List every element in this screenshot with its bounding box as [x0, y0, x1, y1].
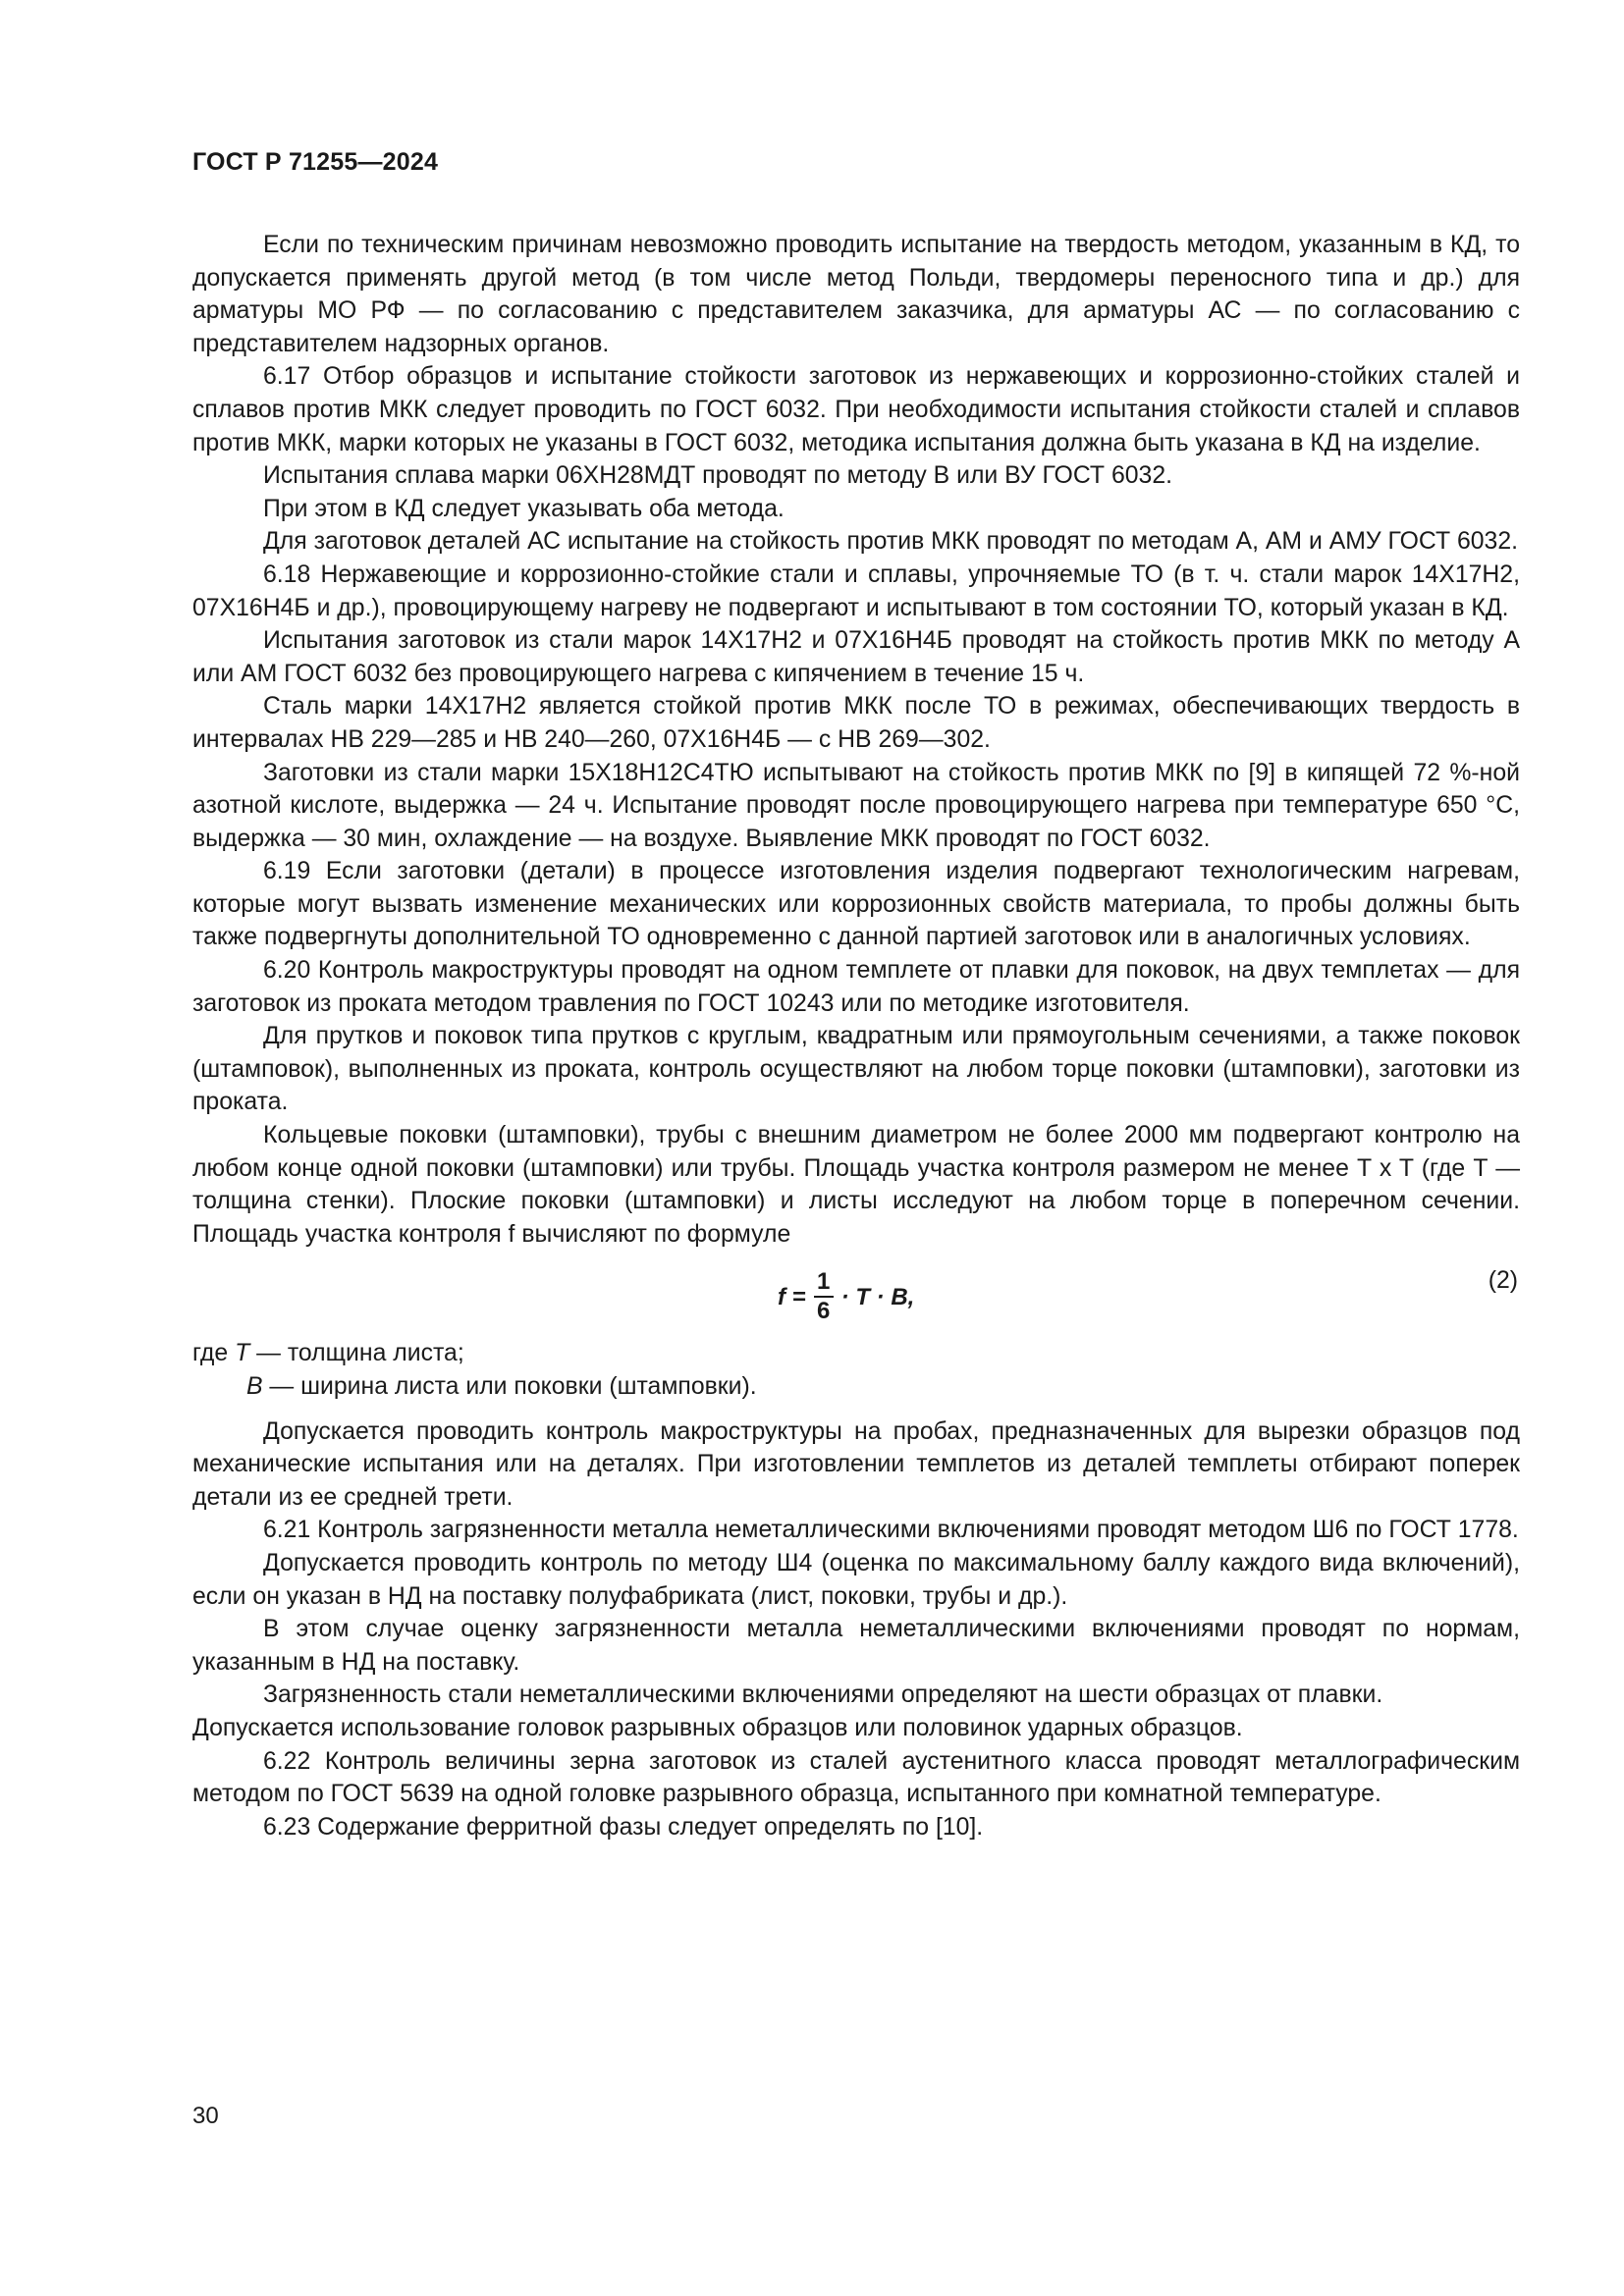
document-body: [192, 229, 1520, 1843]
formula-2: [192, 1262, 1520, 1335]
where-list: [192, 1337, 1520, 1403]
where-description: — толщина листа;: [249, 1340, 464, 1367]
paragraph: Если по техническим причинам невозможно проводить испытание на твердость методом, указанным в КД, то допускается применять другой метод (в том числе метод Польди, твердомеры переносного типа и др.) для арматуры МО РФ — по согласованию с представителем заказчика, для арматуры АС — по согласованию с представителем надзорных органов.: [192, 232, 1520, 357]
formula-fraction: [814, 1268, 834, 1325]
where-item: [192, 1370, 1520, 1404]
paragraph-6-22: 6.22 Контроль величины зерна заготовок из сталей аустенитного класса проводят металлографическим методом по ГОСТ 5639 на одной головке разрывного образца, испытанного при комнатной температуре.: [192, 1747, 1520, 1808]
where-symbol: T: [235, 1340, 250, 1367]
where-symbol: B: [246, 1373, 263, 1400]
page-number: 30: [192, 2103, 219, 2129]
formula-lhs: f =: [778, 1283, 806, 1310]
paragraph: Заготовки из стали марки 15Х18Н12С4ТЮ испытывают на стойкость против МКК по [9] в кипящей 72 %-ной азотной кислоте, выдержка — 24 ч. Испытание проводят после провоцирующего нагрева при температуре 650 °С, выдержка — 30 мин, охлаждение — на воздухе. Выявление МКК проводят по ГОСТ 6032.: [192, 759, 1520, 852]
paragraph-6-20: 6.20 Контроль макроструктуры проводят на одном темплете от плавки для поковок, на двух темплетах — для заготовок из проката методом травления по ГОСТ 10243 или по методике изготовителя.: [192, 957, 1520, 1017]
fraction-denominator: 6: [817, 1298, 831, 1325]
document-header: ГОСТ Р 71255—2024: [192, 148, 439, 176]
paragraph-6-18: 6.18 Нержавеющие и коррозионно-стойкие стали и сплавы, упрочняемые ТО (в т. ч. стали марок 14Х17Н2, 07Х16Н4Б и др.), провоцирующему нагреву не подвергают и испытывают в том состоянии ТО, который указан в КД.: [192, 561, 1520, 621]
paragraph: При этом в КД следует указывать оба метода.: [263, 495, 785, 522]
paragraph: Допускается проводить контроль по методу Ш4 (оценка по максимальному баллу каждого вида включений), если он указан в НД на поставку полуфабриката (лист, поковки, трубы и др.).: [192, 1549, 1520, 1610]
formula-expression: [778, 1268, 914, 1325]
paragraph: В этом случае оценку загрязненности металла неметаллическими включениями проводят по нормам, указанным в НД на поставку.: [192, 1616, 1520, 1676]
paragraph: Допускается проводить контроль макроструктуры на пробах, предназначенных для вырезки образцов под механические испытания или на деталях. При изготовлении темплетов из деталей темплеты отбирают поперек детали из ее средней трети.: [192, 1417, 1520, 1511]
paragraph-6-21: 6.21 Контроль загрязненности металла неметаллическими включениями проводят методом Ш6 по ГОСТ 1778.: [263, 1517, 1519, 1544]
where-description: — ширина листа или поковки (штамповки).: [262, 1373, 757, 1400]
paragraph: Для заготовок деталей АС испытание на стойкость против МКК проводят по методам А, АМ и АМУ ГОСТ 6032.: [263, 528, 1519, 556]
paragraph: Испытания заготовок из стали марок 14Х17Н2 и 07Х16Н4Б проводят на стойкость против МКК по методу А или АМ ГОСТ 6032 без провоцирующего нагрева с кипячением в течение 15 ч.: [192, 627, 1520, 687]
paragraph: Загрязненность стали неметаллическими включениями определяют на шести образцах от плавки.: [263, 1682, 1383, 1709]
paragraph: Испытания сплава марки 06ХН28МДТ проводят по методу В или ВУ ГОСТ 6032.: [263, 462, 1173, 490]
paragraph: Кольцевые поковки (штамповки), трубы с внешним диаметром не более 2000 мм подвергают контролю на любом конце одной поковки (штамповки) или трубы. Площадь участка контроля размером не менее T x T (где T — толщина стенки). Плоские поковки (штамповки) и листы исследуют на любом торце в поперечном сечении. Площадь участка контроля f вычисляют по формуле: [192, 1122, 1520, 1248]
where-label: где: [192, 1340, 229, 1367]
formula-number: (2): [1488, 1267, 1518, 1295]
paragraph: Допускается использование головок разрывных образцов или половинок ударных образцов.: [192, 1714, 1243, 1741]
formula-rhs: · T · B,: [840, 1283, 915, 1310]
paragraph: Сталь марки 14Х17Н2 является стойкой против МКК после ТО в режимах, обеспечивающих твердость в интервалах НВ 229—285 и НВ 240—260, 07Х16Н4Б — с НВ 269—302.: [192, 693, 1520, 753]
paragraph-6-17: 6.17 Отбор образцов и испытание стойкости заготовок из нержавеющих и коррозионно-стойких сталей и сплавов против МКК следует проводить по ГОСТ 6032. При необходимости испытания стойкости сталей и сплавов против МКК, марки которых не указаны в ГОСТ 6032, методика испытания должна быть указана в КД на изделие.: [192, 363, 1520, 456]
where-item: [192, 1337, 1520, 1370]
paragraph-6-19: 6.19 Если заготовки (детали) в процессе изготовления изделия подвергают технологическим нагревам, которые могут вызвать изменение механических или коррозионных свойств материала, то пробы должны быть также подвергнуты дополнительной ТО одновременно с данной партией заготовок или в аналогичных условиях.: [192, 858, 1520, 951]
fraction-numerator: 1: [817, 1268, 831, 1296]
paragraph: Для прутков и поковок типа прутков с круглым, квадратным или прямоугольным сечениями, а также поковок (штамповок), выполненных из проката, контроль осуществляют на любом торце поковки (штамповки), заготовки из проката.: [192, 1023, 1520, 1116]
paragraph-6-23: 6.23 Содержание ферритной фазы следует определять по [10].: [263, 1813, 984, 1841]
